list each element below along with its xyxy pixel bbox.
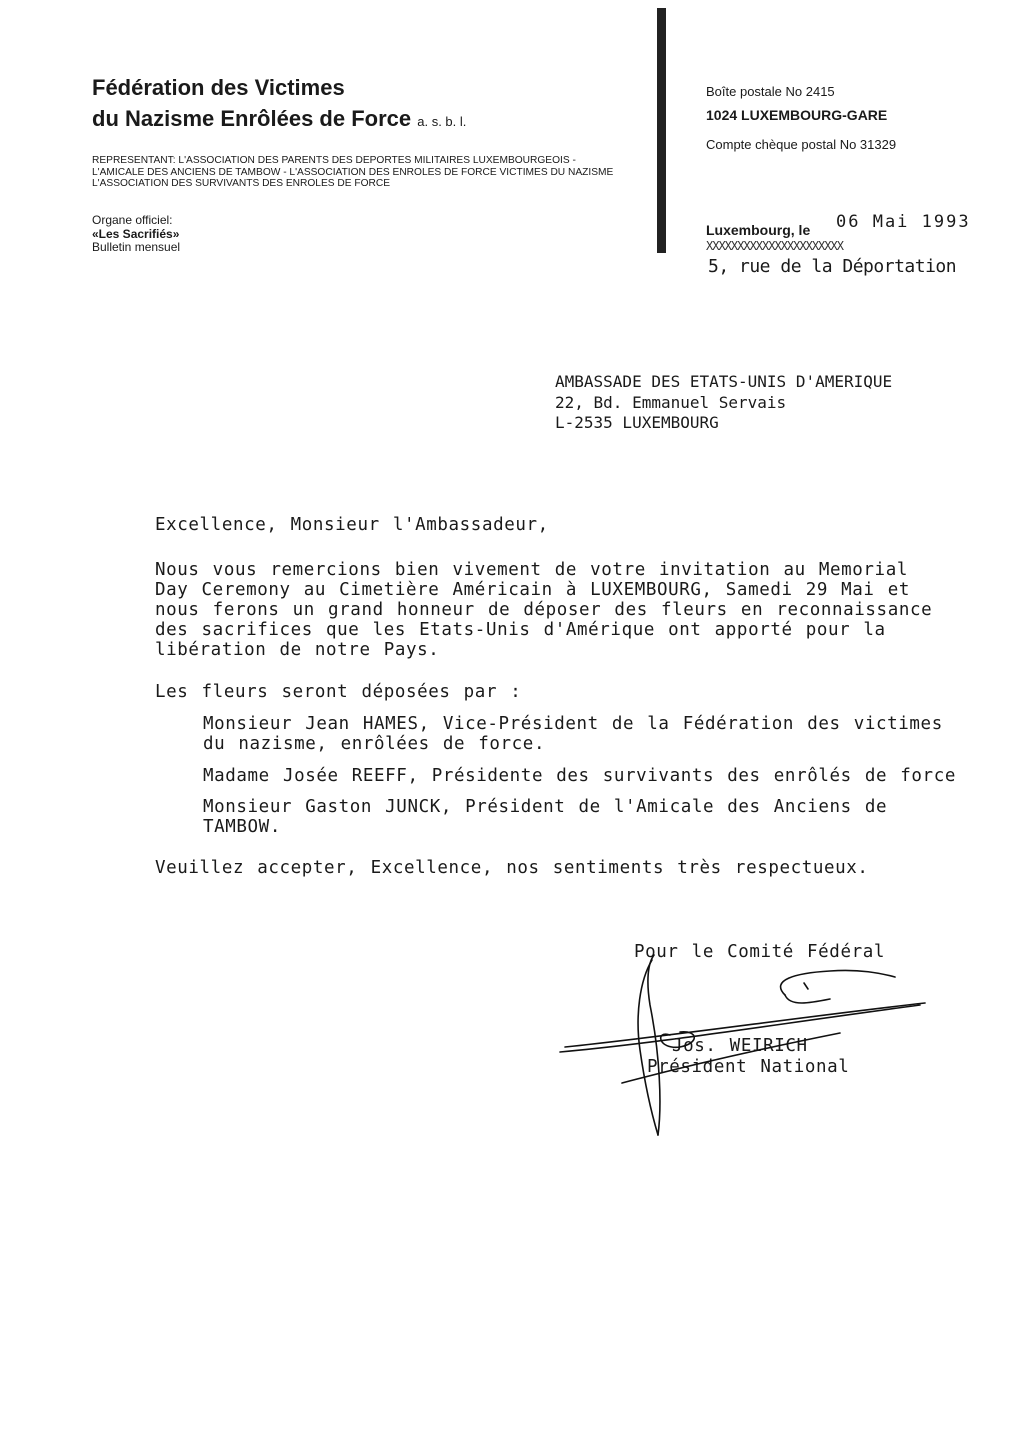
- paragraph-line: libération de notre Pays.: [155, 640, 440, 660]
- paragraph-line: nous ferons un grand honneur de déposer des fleurs en reconnaissance: [155, 600, 933, 620]
- recipient-line: 22, Bd. Emmanuel Servais: [555, 393, 787, 412]
- struck-out-address: XXXXXXXXXXXXXXXXXXXXXX: [706, 239, 843, 253]
- paragraph-line: Day Ceremony au Cimetière Américain à LUXEMBOURG, Samedi 29 Mai et: [155, 580, 910, 600]
- flower-bearer-line: Monsieur Jean HAMES, Vice-Président de la Fédération des victimes: [203, 714, 943, 734]
- organization-name-line-1: Fédération des Victimes: [92, 75, 345, 100]
- recipient-line: L-2535 LUXEMBOURG: [555, 413, 719, 432]
- official-organ-subtitle: Bulletin mensuel: [92, 240, 181, 254]
- letterhead-divider: [657, 8, 666, 253]
- salutation: Excellence, Monsieur l'Ambassadeur,: [155, 515, 549, 535]
- signatory-name: Jos. WEIRICH: [672, 1036, 808, 1056]
- represented-association-line: L'ASSOCIATION DES SURVIVANTS DES ENROLES DE FORCE: [92, 178, 391, 190]
- official-organ: [92, 214, 180, 255]
- paragraph-line: des sacrifices que les Etats-Unis d'Amérique ont apporté pour la: [155, 620, 886, 640]
- flower-bearer-line: TAMBOW.: [203, 817, 281, 837]
- replacement-address: 5, rue de la Déportation: [708, 256, 957, 277]
- postal-box: Boîte postale No 2415: [706, 84, 835, 99]
- postal-city: 1024 LUXEMBOURG-GARE: [706, 107, 888, 123]
- represented-association-line: L'AMICALE DES ANCIENS DE TAMBOW - L'ASSOCIATION DES ENROLES DE FORCE VICTIMES DU NAZISME: [92, 166, 614, 178]
- flower-bearer-line: du nazisme, enrôlées de force.: [203, 734, 546, 754]
- represented-association-line: REPRESENTANT: L'ASSOCIATION DES PARENTS DES DEPORTES MILITAIRES LUXEMBOURGEOIS -: [92, 155, 576, 166]
- represented-associations: [92, 155, 613, 190]
- organization-name-line-2: [92, 106, 466, 132]
- organization-name-line-2-text: du Nazisme Enrôlées de Force: [92, 106, 412, 131]
- flower-bearer-line: Madame Josée REEFF, Présidente des survivants des enrôlés de force: [203, 766, 956, 786]
- postal-account: Compte chèque postal No 31329: [706, 137, 897, 152]
- paragraph-line: Nous vous remercions bien vivement de votre invitation au Memorial: [155, 560, 908, 580]
- handwritten-signature: [540, 935, 940, 1145]
- flower-bearer-line: Monsieur Gaston JUNCK, Président de l'Amicale des Anciens de: [203, 797, 888, 817]
- letter-date: 06 Mai 1993: [836, 212, 971, 232]
- recipient-line: AMBASSADE DES ETATS-UNIS D'AMERIQUE: [555, 372, 893, 391]
- place-label: Luxembourg, le: [706, 222, 811, 238]
- signature-for-label: Pour le Comité Fédéral: [634, 942, 885, 962]
- official-organ-title: «Les Sacrifiés»: [92, 226, 180, 241]
- closing-line: Veuillez accepter, Excellence, nos sentiments très respectueux.: [155, 858, 869, 878]
- organization-legal-suffix: a. s. b. l.: [417, 114, 467, 129]
- official-organ-label: Organe officiel:: [92, 213, 173, 227]
- paragraph-line: Les fleurs seront déposées par :: [155, 682, 522, 702]
- signatory-title: Président National: [647, 1057, 850, 1077]
